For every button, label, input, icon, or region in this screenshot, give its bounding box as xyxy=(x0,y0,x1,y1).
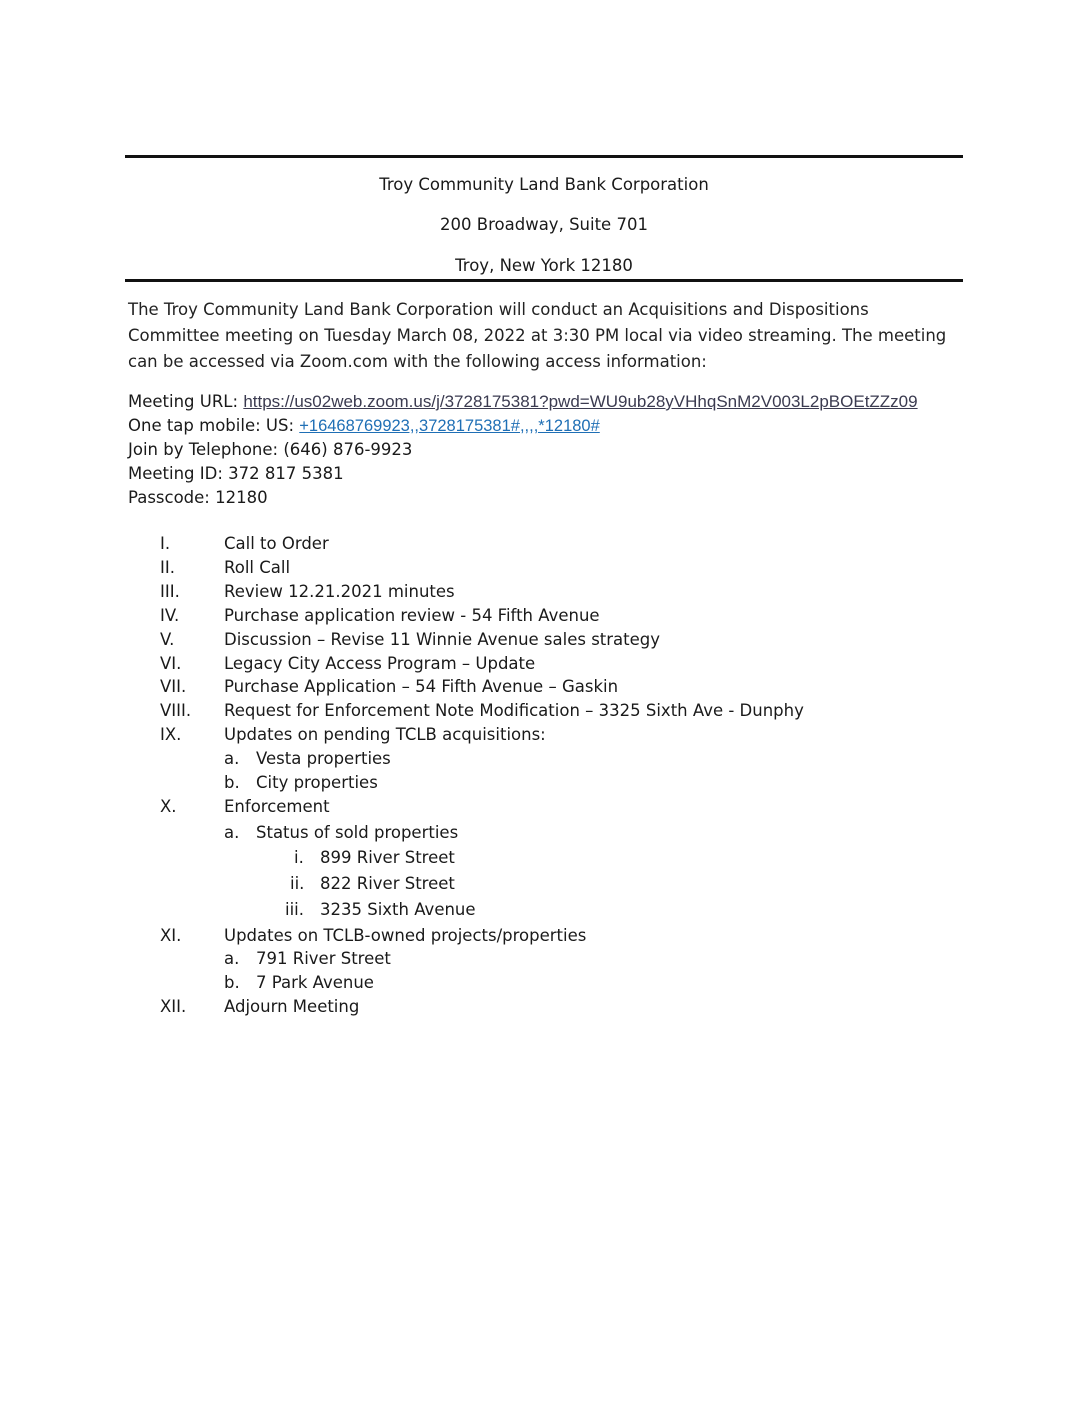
header-top-rule xyxy=(125,155,963,158)
agenda-subitem-letter: a. xyxy=(224,823,240,842)
agenda-item-number: II. xyxy=(160,558,175,577)
meeting-url-link[interactable]: https://us02web.zoom.us/j/3728175381?pwd=WU9ub28yVHhqSnM2V003L2pBOEtZZz09 xyxy=(243,392,918,411)
agenda-subitem-text: Vesta properties xyxy=(256,749,391,768)
access-info xyxy=(128,390,968,510)
header-org: Troy Community Land Bank Corporation xyxy=(379,175,709,194)
agenda-item-number: X. xyxy=(160,797,177,816)
one-tap-link[interactable]: +16468769923,,3728175381#,,,,*12180# xyxy=(299,417,600,435)
telephone-line: Join by Telephone: (646) 876-9923 xyxy=(128,440,413,459)
agenda-item-number: V. xyxy=(160,630,175,649)
agenda-item-text: Enforcement xyxy=(224,797,330,816)
intro-paragraph: The Troy Community Land Bank Corporation will conduct an Acquisitions and Dispositions Committee meeting on Tuesday March 08, 2022 at 3:30 PM local via video streaming. The meeting can be accessed via Zoom.com with the following access information: xyxy=(128,300,947,371)
passcode-line: Passcode: 12180 xyxy=(128,488,268,507)
one-tap-label: One tap mobile: US: xyxy=(128,416,295,435)
agenda-subsubitem-numeral: i. xyxy=(294,848,304,867)
agenda-item-text: Updates on pending TCLB acquisitions: xyxy=(224,725,546,744)
agenda-item-number: I. xyxy=(160,534,171,553)
agenda-item-text: Review 12.21.2021 minutes xyxy=(224,582,455,601)
one-tap-line xyxy=(128,414,968,438)
agenda-item-text: Legacy City Access Program – Update xyxy=(224,654,536,673)
agenda-subitem-letter: b. xyxy=(224,973,240,992)
agenda-subitem-letter: a. xyxy=(224,949,240,968)
agenda-subsubitem-text: 822 River Street xyxy=(320,874,455,893)
agenda-subsubitem-numeral: ii. xyxy=(290,874,305,893)
agenda-item-text: Updates on TCLB-owned projects/properties xyxy=(224,926,587,945)
agenda-item-text: Call to Order xyxy=(224,534,329,553)
agenda-subitem-text: City properties xyxy=(256,773,378,792)
agenda-subitem-text: 7 Park Avenue xyxy=(256,973,374,992)
agenda-item-text: Request for Enforcement Note Modification – 3325 Sixth Ave - Dunphy xyxy=(224,701,804,720)
header-city: Troy, New York 12180 xyxy=(455,256,633,275)
agenda-item-number: VI. xyxy=(160,654,182,673)
agenda-item-text: Roll Call xyxy=(224,558,291,577)
agenda-item-number: VIII. xyxy=(160,701,192,720)
agenda-item-number: VII. xyxy=(160,677,187,696)
header-bottom-rule xyxy=(125,279,963,282)
header-address: 200 Broadway, Suite 701 xyxy=(440,215,648,234)
agenda-subitem-text: Status of sold properties xyxy=(256,823,459,842)
agenda-item-number: XII. xyxy=(160,997,187,1016)
agenda-subitem-text: 791 River Street xyxy=(256,949,391,968)
agenda-subsubitem-text: 3235 Sixth Avenue xyxy=(320,900,476,919)
agenda-item-text: Discussion – Revise 11 Winnie Avenue sales strategy xyxy=(224,630,661,649)
agenda-item-number: IX. xyxy=(160,725,182,744)
agenda-subitem-letter: a. xyxy=(224,749,240,768)
agenda-item-text: Adjourn Meeting xyxy=(224,997,360,1016)
meeting-id-line: Meeting ID: 372 817 5381 xyxy=(128,464,344,483)
agenda-subsubitem-text: 899 River Street xyxy=(320,848,455,867)
agenda-subsubitem-numeral: iii. xyxy=(285,900,304,919)
meeting-url-line xyxy=(128,390,968,414)
agenda-item-number: XI. xyxy=(160,926,182,945)
agenda-item-number: III. xyxy=(160,582,180,601)
meeting-url-label: Meeting URL: xyxy=(128,392,239,411)
agenda-item-text: Purchase Application – 54 Fifth Avenue – Gaskin xyxy=(224,677,619,696)
agenda-subitem-letter: b. xyxy=(224,773,240,792)
agenda-item-text: Purchase application review - 54 Fifth Avenue xyxy=(224,606,600,625)
agenda-item-number: IV. xyxy=(160,606,180,625)
